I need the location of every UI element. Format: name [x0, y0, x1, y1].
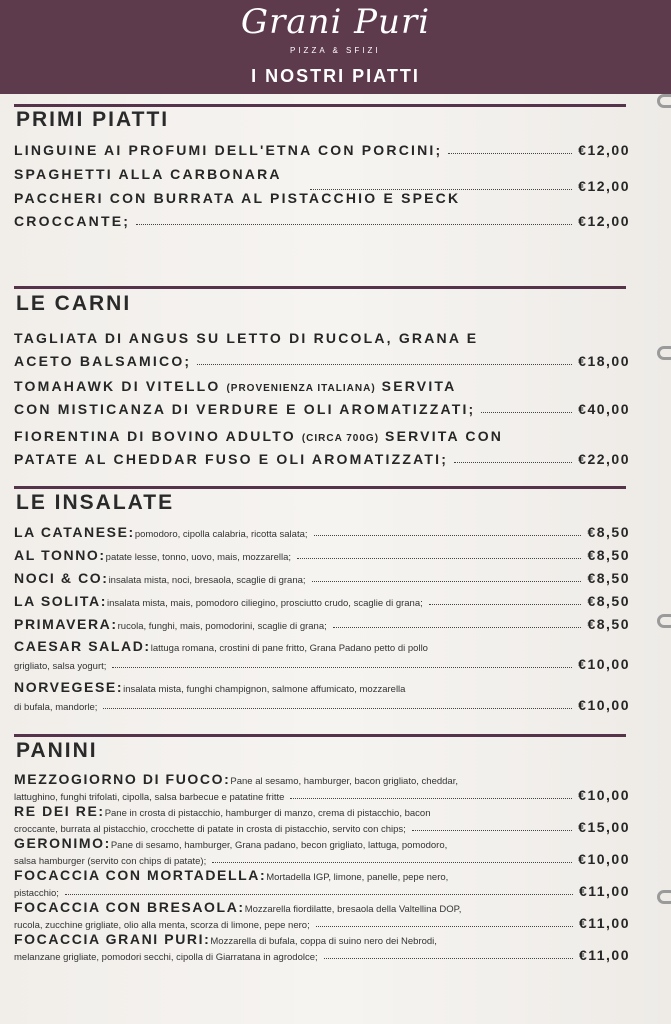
dish-name: RE DEI RE:: [14, 803, 105, 819]
dish-description: Mozzarella fiordilatte, bresaola della Valtellina DOP,: [244, 904, 462, 915]
dish-description-continued: croccante, burrata al pistacchio, crocchette di patate in crosta di pistacchio, servito con chips;: [14, 824, 406, 835]
section-title-insalate: LE INSALATE: [16, 491, 175, 514]
dish-description-continued: lattughino, funghi trifolati, cipolla, salsa barbecue e patatine fritte: [14, 792, 285, 803]
dish-name: SPAGHETTI ALLA CARBONARA: [14, 166, 282, 182]
menu-item: [14, 190, 630, 229]
leader-dots: [481, 412, 572, 413]
menu-item: [14, 428, 630, 467]
dish-description: Mortadella IGP, limone, panelle, pepe nero,: [266, 872, 449, 883]
section-divider: [14, 104, 626, 107]
dish-price: €11,00: [578, 947, 630, 963]
menu-page: [0, 94, 671, 1024]
dish-name-continued: CON MISTICANZA DI VERDURE E OLI AROMATIZZATI;: [14, 401, 476, 417]
leader-dots: [65, 894, 573, 895]
section-title-panini: PANINI: [16, 739, 98, 762]
dish-price: €12,00: [578, 142, 630, 158]
brand-subtitle: PIZZA & SFIZI: [290, 46, 381, 55]
dish-price: €8,50: [587, 524, 630, 540]
dish-name: FOCACCIA CON MORTADELLA:: [14, 867, 267, 883]
dish-description: insalata mista, mais, pomodoro ciliegino, prosciutto crudo, scaglie di grana;: [107, 598, 423, 609]
dish-name: FOCACCIA CON BRESAOLA:: [14, 899, 245, 915]
dish-price: €12,00: [578, 213, 630, 229]
brand-logo: Grani Puri: [240, 2, 431, 42]
dish-price: €18,00: [578, 353, 630, 369]
leader-dots: [333, 627, 582, 628]
dish-description: Pane al sesamo, hamburger, bacon grigliato, cheddar,: [230, 776, 458, 787]
dish-price: €8,50: [587, 547, 630, 563]
dish-name-continued: ACETO BALSAMICO;: [14, 353, 192, 369]
dish-note: (CIRCA 700G): [301, 433, 380, 444]
dish-name: FOCACCIA GRANI PURI:: [14, 931, 211, 947]
section-divider: [14, 286, 626, 289]
leader-dots: [314, 535, 582, 536]
dish-price: €10,00: [578, 656, 630, 672]
leader-dots: [136, 224, 572, 225]
dish-price: €8,50: [587, 570, 630, 586]
leader-dots: [212, 862, 572, 863]
dish-name: NOCI & CO:: [14, 570, 109, 586]
menu-header: [0, 0, 671, 94]
dish-name: FIORENTINA DI BOVINO ADULTO: [14, 428, 296, 444]
dish-name: CAESAR SALAD:: [14, 638, 151, 654]
dish-name: PACCHERI CON BURRATA AL PISTACCHIO E SPECK: [14, 190, 461, 206]
dish-name: PRIMAVERA:: [14, 616, 118, 632]
leader-dots: [197, 364, 572, 365]
leader-dots: [112, 667, 572, 668]
dish-description-continued: rucola, zucchine grigliate, olio alla menta, scorza di limone, pepe nero;: [14, 920, 310, 931]
dish-name: NORVEGESE:: [14, 679, 124, 695]
dish-price: €11,00: [578, 883, 630, 899]
dish-description-continued: melanzane grigliate, pomodori secchi, cipolla di Giarratana in agrodolce;: [14, 952, 318, 963]
binder-ring-icon: [657, 614, 671, 628]
dish-description-continued: pistacchio;: [14, 888, 59, 899]
menu-item: [14, 867, 630, 899]
dish-price: €10,00: [578, 697, 630, 713]
menu-item: [14, 899, 630, 931]
binder-ring-icon: [657, 94, 671, 108]
menu-item: [14, 378, 630, 417]
binder-ring-icon: [657, 346, 671, 360]
section-divider: [14, 486, 626, 489]
dish-price: €40,00: [578, 401, 630, 417]
dish-name: LINGUINE AI PROFUMI DELL'ETNA CON PORCINI;: [14, 142, 443, 158]
dish-price: €15,00: [578, 819, 630, 835]
dish-name: GERONIMO:: [14, 835, 111, 851]
dish-price: €8,50: [587, 616, 630, 632]
dish-name: AL TONNO:: [14, 547, 106, 563]
dish-price: €11,00: [578, 915, 630, 931]
section-title-primi: PRIMI PIATTI: [16, 108, 170, 131]
dish-description: Mozzarella di bufala, coppa di suino nero dei Nebrodi,: [210, 936, 437, 947]
dish-description: rucola, funghi, mais, pomodorini, scaglie di grana;: [117, 621, 327, 632]
menu-item: [14, 330, 630, 369]
menu-item: [14, 616, 630, 632]
dish-description: insalata mista, noci, bresaola, scaglie di grana;: [108, 575, 306, 586]
dish-price: €10,00: [578, 787, 630, 803]
dish-description-continued: grigliato, salsa yogurt;: [14, 661, 107, 672]
dish-name: TAGLIATA DI ANGUS SU LETTO DI RUCOLA, GRANA E: [14, 330, 479, 346]
leader-dots: [454, 462, 572, 463]
dish-price: €22,00: [578, 451, 630, 467]
menu-item: [14, 142, 630, 158]
section-divider: [14, 734, 626, 737]
dish-description-continued: di bufala, mandorle;: [14, 702, 98, 713]
dish-name: TOMAHAWK DI VITELLO: [14, 378, 221, 394]
dish-description: lattuga romana, crostini di pane fritto, Grana Padano petto di pollo: [150, 643, 428, 654]
dish-description: Pane in crosta di pistacchio, hamburger di manzo, crema di pistacchio, bacon: [104, 808, 431, 819]
dish-name: LA CATANESE:: [14, 524, 135, 540]
menu-item: [14, 638, 630, 672]
leader-dots: [297, 558, 581, 559]
dish-description: patate lesse, tonno, uovo, mais, mozzarella;: [105, 552, 292, 563]
dish-name: LA SOLITA:: [14, 593, 107, 609]
menu-item: [14, 524, 630, 540]
dish-price: €12,00: [578, 178, 630, 194]
leader-dots: [316, 926, 573, 927]
menu-item: [14, 547, 630, 563]
leader-dots: [103, 708, 572, 709]
menu-item: [14, 570, 630, 586]
menu-title: I NOSTRI PIATTI: [251, 66, 420, 86]
menu-item: [14, 593, 630, 609]
dish-description: pomodoro, cipolla calabria, ricotta salata;: [134, 529, 308, 540]
dish-price: €8,50: [587, 593, 630, 609]
dish-description: Pane di sesamo, hamburger, Grana padano, becon grigliato, lattuga, pomodoro,: [110, 840, 448, 851]
menu-item: [14, 931, 630, 963]
menu-item: [14, 679, 630, 713]
dish-name: SERVITA CON: [385, 428, 504, 444]
dish-note: (PROVENIENZA ITALIANA): [226, 383, 376, 394]
dish-name: MEZZOGIORNO DI FUOCO:: [14, 771, 231, 787]
dish-price: €10,00: [578, 851, 630, 867]
menu-item: [14, 803, 630, 835]
dish-name-continued: CROCCANTE;: [14, 213, 131, 229]
leader-dots: [290, 798, 572, 799]
dish-description-continued: salsa hamburger (servito con chips di patate);: [14, 856, 207, 867]
dish-name-continued: PATATE AL CHEDDAR FUSO E OLI AROMATIZZATI;: [14, 451, 449, 467]
dish-description: insalata mista, funghi champignon, salmone affumicato, mozzarella: [123, 684, 406, 695]
binder-ring-icon: [657, 890, 671, 904]
menu-item: [14, 835, 630, 867]
leader-dots: [324, 958, 573, 959]
leader-dots: [312, 581, 582, 582]
leader-dots: [412, 830, 572, 831]
dish-name: SERVITA: [381, 378, 457, 394]
leader-dots: [448, 153, 572, 154]
leader-dots: [429, 604, 582, 605]
menu-item: [14, 771, 630, 803]
section-title-carni: LE CARNI: [16, 292, 132, 315]
